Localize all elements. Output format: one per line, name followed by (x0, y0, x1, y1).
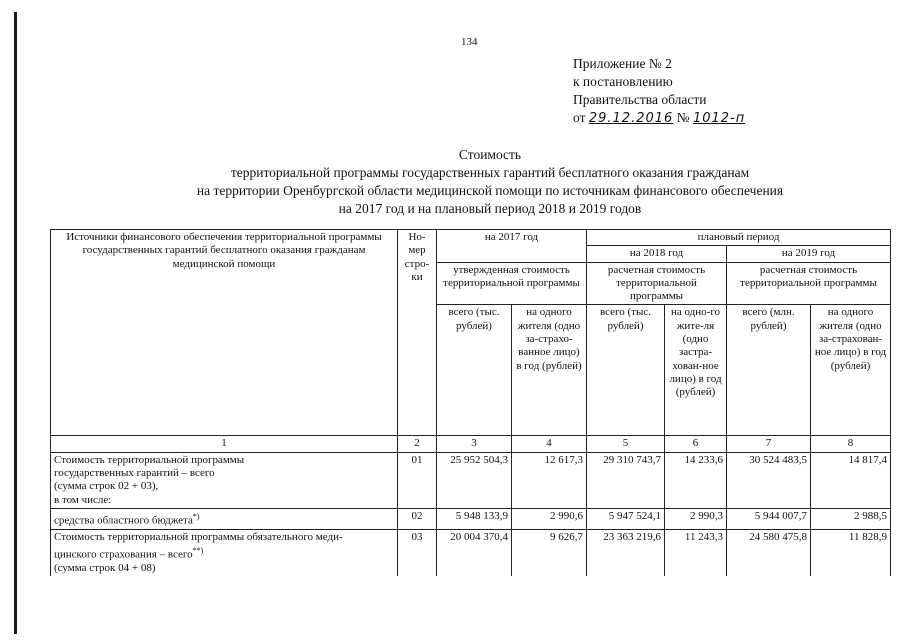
per-person-2019-cell: 14 817,4 (811, 452, 891, 508)
table-row (51, 452, 891, 508)
appendix-line-1: Приложение № 2 (573, 56, 672, 71)
total-2018-cell: 5 947 524,1 (587, 508, 665, 529)
column-number: 3 (437, 436, 512, 452)
total-2019-cell: 5 944 007,7 (727, 508, 811, 529)
per-person-2019-cell: 2 988,5 (811, 508, 891, 529)
footnote-mark: **) (192, 546, 204, 556)
footnote-mark: *) (192, 511, 200, 521)
total-2018-cell: 29 310 743,7 (587, 452, 665, 508)
cost-table (50, 229, 891, 576)
row-number: 01 (398, 452, 437, 508)
header-2017-spacer (437, 246, 587, 262)
header-year-2019: на 2019 год (727, 246, 891, 262)
row-number: 02 (398, 508, 437, 529)
scan-edge-line (14, 12, 17, 634)
total-2017-cell: 25 952 504,3 (437, 452, 512, 508)
row-name-line (54, 544, 394, 562)
table-row (51, 508, 891, 529)
appendix-line-2: к постановлению (573, 74, 673, 89)
row-number: 03 (398, 529, 437, 576)
row-name-line: (сумма строк 04 + 08) (54, 562, 156, 575)
row-name-line: (сумма строк 02 + 03), (54, 480, 159, 493)
row-name-line: Стоимость территориальной программы обязательного меди- (54, 530, 343, 543)
row-name-line: в том числе: (54, 493, 112, 506)
header-estimated-cost-2019: расчетная стоимость территориальной программы (727, 262, 891, 305)
row-name (51, 529, 398, 576)
document-title (120, 146, 860, 218)
title-line-3: на территории Оренбургской области медицинской помощи по источникам финансового обеспечения (196, 183, 784, 198)
column-number-row (51, 436, 891, 452)
table-row (51, 529, 891, 576)
handwritten-date: 29.12.2016 (588, 111, 674, 126)
title-line-2: территориальной программы государственных гарантий бесплатного оказания гражданам (230, 165, 750, 180)
header-per-person-2019: на одного жителя (одно за-страхован-ное лицо) в год (рублей) (811, 305, 891, 436)
total-2019-cell: 24 580 475,8 (727, 529, 811, 576)
header-total-2019: всего (млн. рублей) (727, 305, 811, 436)
row-name (51, 452, 398, 508)
per-person-2017-cell: 2 990,6 (512, 508, 587, 529)
total-2017-cell: 5 948 133,9 (437, 508, 512, 529)
per-person-2018-cell: 11 243,3 (665, 529, 727, 576)
header-total-2017: всего (тыс. рублей) (437, 305, 512, 436)
header-approved-cost: утвержденная стоимость территориальной программы (437, 262, 587, 305)
row-name-line: Стоимость территориальной программы (54, 453, 245, 466)
per-person-2017-cell: 9 626,7 (512, 529, 587, 576)
date-prefix: от (573, 110, 586, 125)
header-planned-period: плановый период (587, 230, 891, 246)
column-number: 6 (665, 436, 727, 452)
header-year-2017: на 2017 год (437, 230, 587, 246)
appendix-line-3: Правительства области (573, 92, 707, 107)
per-person-2018-cell: 14 233,6 (665, 452, 727, 508)
header-per-person-2018: на одно-го жите-ля (одно застра-хован-ное лицо) в год (рублей) (665, 305, 727, 436)
header-row-number: Но-мер стро-ки (398, 230, 437, 436)
per-person-2018-cell: 2 990,3 (665, 508, 727, 529)
total-2017-cell: 20 004 370,4 (437, 529, 512, 576)
row-name-text: цинского страхования – всего (54, 548, 193, 561)
header-total-2018: всего (тыс. рублей) (587, 305, 665, 436)
column-number: 5 (587, 436, 665, 452)
page-number: 134 (461, 36, 478, 48)
row-name-line: средства областного бюджета (54, 514, 193, 527)
column-number: 4 (512, 436, 587, 452)
number-prefix: № (676, 110, 690, 125)
header-year-2018: на 2018 год (587, 246, 727, 262)
header-per-person-2017: на одного жителя (одно за-страхо-ванное лицо) в год (рублей) (512, 305, 587, 436)
header-source: Источники финансового обеспечения территориальной программы государственных гарантий бесплатного оказания гражданам медицинской помощи (51, 230, 398, 436)
column-number: 8 (811, 436, 891, 452)
total-2018-cell: 23 363 219,6 (587, 529, 665, 576)
per-person-2017-cell: 12 617,3 (512, 452, 587, 508)
title-line-4: на 2017 год и на плановый период 2018 и 2019 годов (338, 201, 642, 216)
appendix-date-line (573, 109, 745, 128)
handwritten-number: 1012-п (692, 111, 746, 126)
row-name (51, 508, 398, 529)
per-person-2019-cell: 11 828,9 (811, 529, 891, 576)
title-line-1: Стоимость (458, 147, 522, 162)
column-number: 1 (51, 436, 398, 452)
header-estimated-cost-2018: расчетная стоимость территориальной программы (587, 262, 727, 305)
row-name-line: государственных гарантий – всего (54, 467, 215, 480)
appendix-block (573, 55, 745, 128)
column-number: 7 (727, 436, 811, 452)
total-2019-cell: 30 524 483,5 (727, 452, 811, 508)
column-number: 2 (398, 436, 437, 452)
